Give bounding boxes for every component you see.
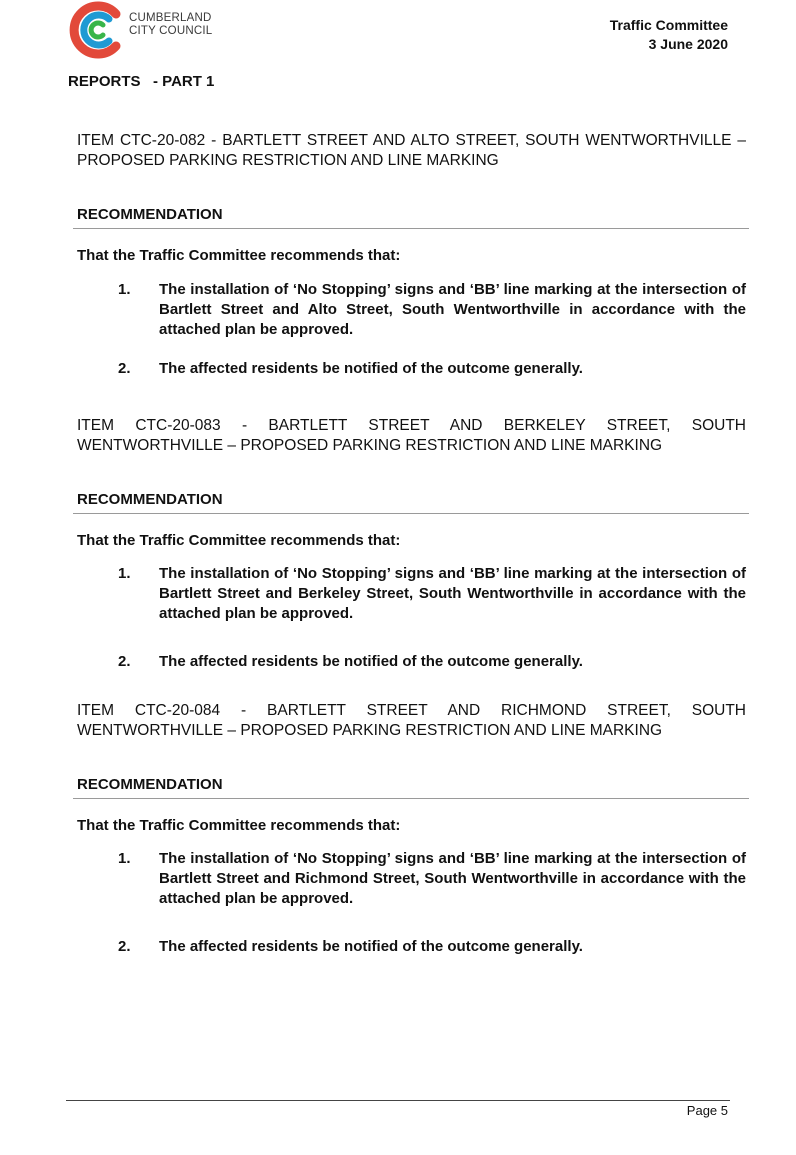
recommendation-heading: RECOMMENDATION	[77, 776, 223, 793]
section-divider	[73, 228, 749, 229]
page-number: Page 5	[686, 1103, 728, 1118]
list-item	[118, 359, 746, 379]
meeting-date: 3 June 2020	[648, 36, 728, 52]
recommendation-intro: That the Traffic Committee recommends that:	[77, 817, 401, 834]
recommendation-intro: That the Traffic Committee recommends that:	[77, 247, 401, 264]
logo-wordmark	[129, 12, 212, 38]
list-item	[118, 937, 746, 957]
item-title: ITEM CTC-20-084 - BARTLETT STREET AND RICHMOND STREET, SOUTH WENTWORTHVILLE – PROPOSED PARKING RESTRICTION AND LINE MARKING	[77, 702, 746, 739]
logo-line-1: CUMBERLAND	[129, 12, 212, 24]
list-item-number: 2.	[118, 653, 131, 670]
list-item-text: The affected residents be notified of the outcome generally.	[159, 653, 583, 670]
list-item-number: 1.	[118, 281, 131, 298]
recommendation-heading: RECOMMENDATION	[77, 206, 223, 223]
header-meta	[610, 16, 728, 54]
list-item-number: 2.	[118, 938, 131, 955]
list-item-number: 1.	[118, 565, 131, 582]
list-item-text: The installation of ‘No Stopping’ signs and ‘BB’ line marking at the intersection of Bartlett Street and Berkeley Street, South Wentworthville in accordance with the attached plan be approved.	[159, 565, 746, 622]
council-logo-icon	[68, 0, 128, 60]
list-item-number: 2.	[118, 360, 131, 377]
committee-name: Traffic Committee	[609, 17, 728, 33]
recommendation-intro: That the Traffic Committee recommends that:	[77, 532, 401, 549]
section-divider	[73, 798, 749, 799]
list-item	[118, 564, 746, 624]
council-logo	[68, 0, 238, 62]
list-item-text: The affected residents be notified of the outcome generally.	[159, 938, 583, 955]
recommendation-heading: RECOMMENDATION	[77, 491, 223, 508]
part-title: REPORTS - PART 1	[68, 73, 215, 90]
list-item-number: 1.	[118, 850, 131, 867]
list-item-text: The installation of ‘No Stopping’ signs and ‘BB’ line marking at the intersection of Bartlett Street and Alto Street, South Wentworthville in accordance with the attached plan be approved.	[159, 281, 746, 338]
section-divider	[73, 513, 749, 514]
item-title: ITEM CTC-20-083 - BARTLETT STREET AND BERKELEY STREET, SOUTH WENTWORTHVILLE – PROPOSED PARKING RESTRICTION AND LINE MARKING	[77, 417, 746, 454]
logo-line-2: CITY COUNCIL	[129, 25, 213, 37]
list-item	[118, 652, 746, 672]
footer-divider	[66, 1100, 730, 1101]
list-item	[118, 280, 746, 340]
list-item-text: The installation of ‘No Stopping’ signs and ‘BB’ line marking at the intersection of Bartlett Street and Richmond Street, South Wentworthville in accordance with the attached plan be approved.	[159, 850, 746, 907]
item-title: ITEM CTC-20-082 - BARTLETT STREET AND ALTO STREET, SOUTH WENTWORTHVILLE – PROPOSED PARKING RESTRICTION AND LINE MARKING	[77, 132, 746, 169]
list-item-text: The affected residents be notified of the outcome generally.	[159, 360, 583, 377]
list-item	[118, 849, 746, 909]
